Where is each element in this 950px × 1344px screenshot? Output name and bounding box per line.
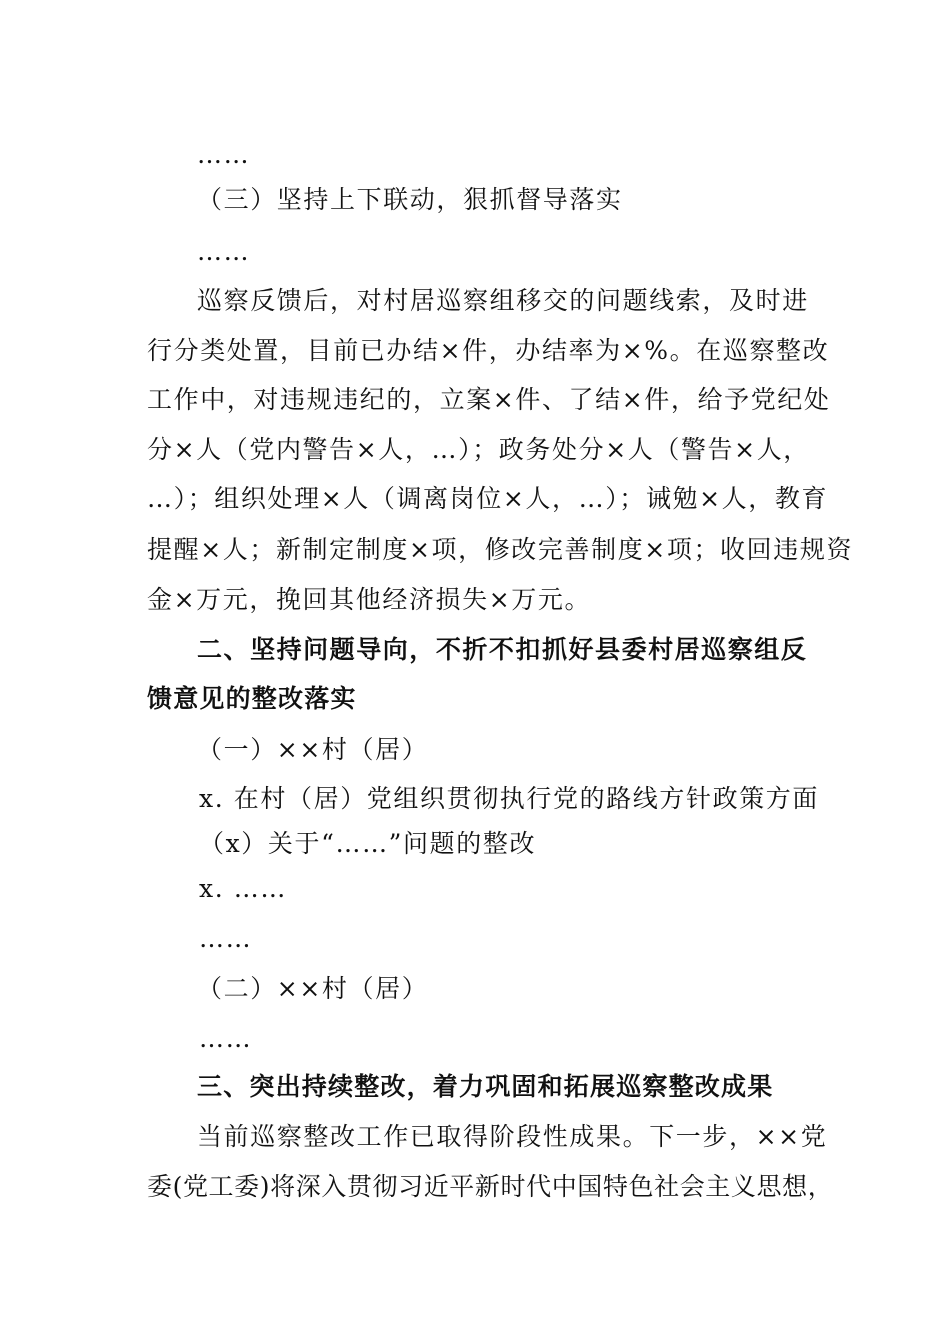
village-heading-2: （二）××村（居） (197, 974, 429, 1003)
section-heading-2: 二、坚持问题导向，不折不扣抓好县委村居巡察组反 (197, 635, 807, 664)
ellipsis-line: …… (197, 140, 251, 169)
paragraph-line: 工作中，对违规违纪的，立案×件、了结×件，给予党纪处 (147, 385, 831, 414)
section-heading-3: 三、突出持续整改，着力巩固和拓展巡察整改成果 (197, 1072, 774, 1101)
paragraph-line: 委(党工委)将深入贯彻习近平新时代中国特色社会主义思想， (147, 1172, 834, 1201)
ellipsis-line: …… (199, 1024, 253, 1053)
item-heading: x. 在村（居）党组织贯彻执行党的路线方针政策方面 (199, 784, 819, 813)
ellipsis-line: …… (199, 924, 253, 953)
ellipsis-line: …… (197, 237, 251, 266)
paragraph-line: 行分类处置，目前已办结×件，办结率为×%。在巡察整改 (147, 336, 830, 365)
paragraph-line: 分×人（党内警告×人，…）；政务处分×人（警告×人， (147, 435, 810, 464)
paragraph-line: 巡察反馈后，对村居巡察组移交的问题线索，及时进 (197, 286, 809, 315)
paragraph-line: …）；组织处理×人（调离岗位×人，…）；诫勉×人，教育 (147, 484, 829, 513)
subsection-heading-3: （三）坚持上下联动，狠抓督导落实 (197, 185, 623, 214)
paragraph-line: 金×万元，挽回其他经济损失×万元。 (147, 585, 592, 614)
issue-heading: （x）关于“……”问题的整改 (199, 829, 537, 858)
paragraph-line: 当前巡察整改工作已取得阶段性成果。下一步，××党 (197, 1122, 828, 1151)
section-heading-2-cont: 馈意见的整改落实 (147, 684, 357, 713)
item-line: x. …… (199, 874, 287, 903)
village-heading-1: （一）××村（居） (197, 735, 429, 764)
paragraph-line: 提醒×人；新制定制度×项，修改完善制度×项；收回违规资 (147, 535, 854, 564)
